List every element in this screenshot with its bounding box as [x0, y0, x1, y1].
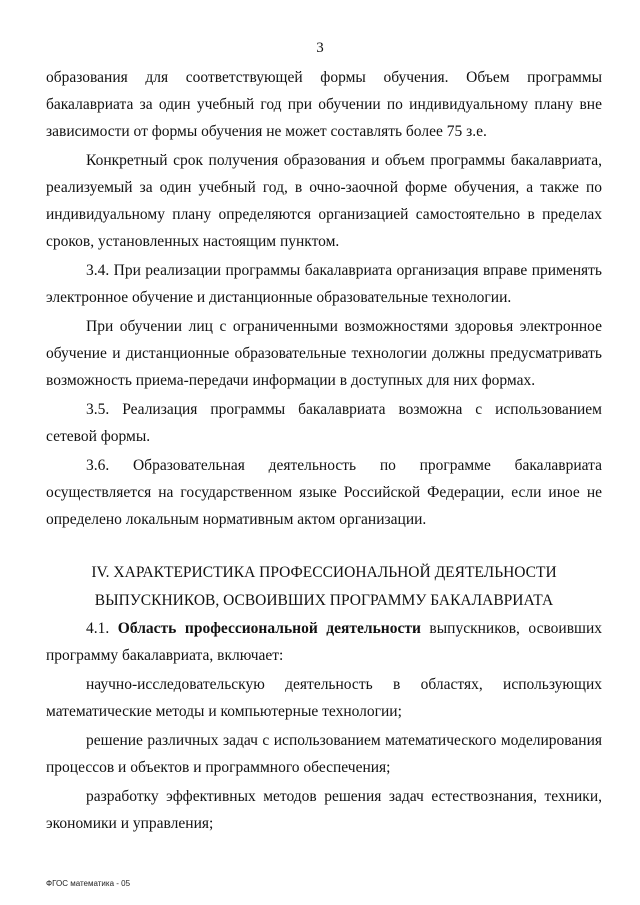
- page-number: 3: [316, 40, 324, 56]
- paragraph-3-4: 3.4. При реализации программы бакалавриата организация вправе применять электронное обучение и дистанционные образовательные технологии.: [46, 262, 602, 306]
- section-heading-line-2: ВЫПУСКНИКОВ, ОСВОИВШИХ ПРОГРАММУ БАКАЛАВРИАТА: [94, 592, 554, 609]
- item-number: 4.1.: [86, 620, 110, 637]
- item-bold-term: Область профессиональной деятельности: [117, 620, 421, 637]
- list-item: разработку эффективных методов решения задач естествознания, техники, экономики и управления;: [46, 788, 602, 832]
- section-heading-line-1: IV. ХАРАКТЕРИСТИКА ПРОФЕССИОНАЛЬНОЙ ДЕЯТЕЛЬНОСТИ: [91, 564, 557, 581]
- paragraph-disabilities: При обучении лиц с ограниченными возможностями здоровья электронное обучение и дистанционные образовательные технологии должны предусматривать возможность приема-передачи информации в доступных для них формах.: [46, 318, 602, 389]
- document-body: [46, 64, 602, 837]
- item-rest-text: выпускников, освоивших программу бакалавриата, включает:: [46, 620, 603, 664]
- paragraph-continuation: образования для соответствующей формы обучения. Объем программы бакалавриата за один учебный год при обучении по индивидуальному плану вне зависимости от формы обучения не может составлять более 75 з.е.: [46, 69, 602, 140]
- section-heading: [46, 559, 602, 615]
- paragraph-4-1: [46, 615, 602, 669]
- paragraph-term: Конкретный срок получения образования и объем программы бакалавриата, реализуемый за один учебный год, в очно-заочной форме обучения, а также по индивидуальному плану определяются организацией самостоятельно в пределах сроков, установленных настоящим пунктом.: [46, 152, 602, 250]
- footer-label: ФГОС математика - 05: [46, 879, 131, 888]
- paragraph-3-5: 3.5. Реализация программы бакалавриата возможна с использованием сетевой формы.: [46, 401, 602, 445]
- list-item: научно-исследовательскую деятельность в областях, использующих математические методы и компьютерные технологии;: [46, 676, 602, 720]
- list-item: решение различных задач с использованием математического моделирования процессов и объектов и программного обеспечения;: [46, 732, 602, 776]
- paragraph-3-6: 3.6. Образовательная деятельность по программе бакалавриата осуществляется на государственном языке Российской Федерации, если иное не определено локальным нормативным актом организации.: [46, 457, 602, 528]
